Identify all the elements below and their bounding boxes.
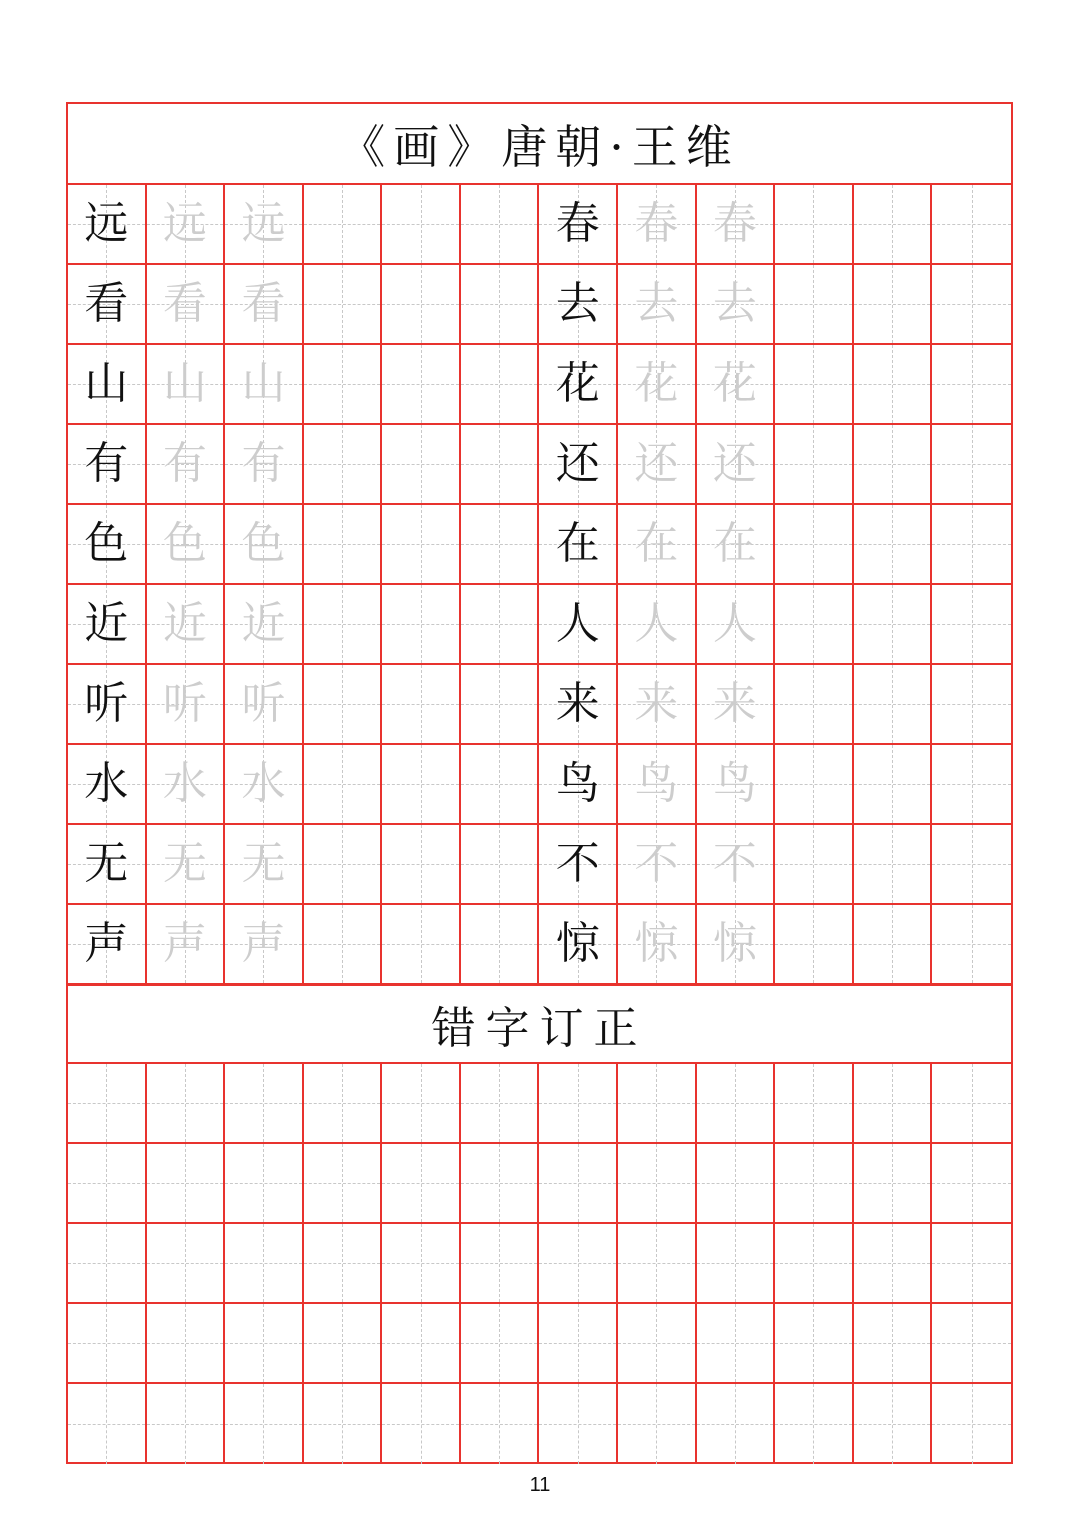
model-character: 花	[555, 358, 600, 409]
model-character: 山	[84, 358, 129, 409]
trace-cell[interactable]	[225, 665, 304, 745]
blank-writing-cell[interactable]	[854, 905, 933, 985]
trace-cell[interactable]	[618, 505, 697, 585]
model-cell[interactable]	[68, 745, 147, 825]
blank-writing-cell[interactable]	[304, 585, 383, 665]
trace-character: 看	[241, 278, 286, 329]
model-cell[interactable]	[68, 585, 147, 665]
blank-writing-cell[interactable]	[382, 1384, 461, 1464]
trace-cell[interactable]	[225, 425, 304, 505]
blank-writing-cell[interactable]	[775, 665, 854, 745]
model-cell[interactable]	[68, 265, 147, 345]
blank-writing-cell[interactable]	[461, 745, 540, 825]
trace-character: 人	[712, 598, 757, 649]
trace-cell[interactable]	[225, 345, 304, 425]
poem-title: 《画》唐朝·王维	[68, 104, 1011, 185]
blank-writing-cell[interactable]	[932, 505, 1011, 585]
model-character: 水	[84, 758, 129, 809]
blank-writing-cell[interactable]	[304, 825, 383, 905]
trace-character: 水	[241, 758, 286, 809]
model-character: 惊	[555, 918, 600, 969]
blank-writing-cell[interactable]	[68, 1224, 147, 1304]
trace-character: 有	[241, 438, 286, 489]
trace-cell[interactable]	[147, 825, 226, 905]
blank-writing-cell[interactable]	[932, 1064, 1011, 1144]
correction-row	[68, 1144, 1011, 1224]
trace-character: 看	[162, 278, 207, 329]
model-character: 有	[84, 438, 129, 489]
blank-writing-cell[interactable]	[539, 1064, 618, 1144]
blank-writing-cell[interactable]	[854, 665, 933, 745]
blank-writing-cell[interactable]	[854, 265, 933, 345]
blank-writing-cell[interactable]	[932, 1304, 1011, 1384]
model-cell[interactable]	[68, 345, 147, 425]
blank-writing-cell[interactable]	[618, 1304, 697, 1384]
trace-cell[interactable]	[147, 665, 226, 745]
correction-grid	[68, 1064, 1011, 1464]
trace-character: 近	[162, 598, 207, 649]
trace-character: 色	[162, 518, 207, 569]
trace-character: 不	[634, 838, 679, 889]
model-character: 去	[555, 278, 600, 329]
blank-writing-cell[interactable]	[932, 905, 1011, 985]
blank-writing-cell[interactable]	[382, 585, 461, 665]
trace-character: 色	[241, 518, 286, 569]
trace-cell[interactable]	[618, 425, 697, 505]
blank-writing-cell[interactable]	[147, 1144, 226, 1224]
trace-cell[interactable]	[697, 345, 776, 425]
blank-writing-cell[interactable]	[775, 185, 854, 265]
blank-writing-cell[interactable]	[539, 1144, 618, 1224]
trace-cell[interactable]	[697, 585, 776, 665]
model-character: 听	[84, 678, 129, 729]
blank-writing-cell[interactable]	[382, 185, 461, 265]
blank-writing-cell[interactable]	[461, 825, 540, 905]
trace-character: 有	[162, 438, 207, 489]
model-character: 不	[555, 838, 600, 889]
practice-row	[68, 665, 1011, 745]
blank-writing-cell[interactable]	[775, 1224, 854, 1304]
trace-character: 来	[634, 678, 679, 729]
model-cell[interactable]	[539, 585, 618, 665]
blank-writing-cell[interactable]	[854, 1144, 933, 1224]
trace-character: 来	[712, 678, 757, 729]
correction-section-title: 错字订正	[68, 984, 1011, 1064]
trace-cell[interactable]	[618, 825, 697, 905]
trace-cell[interactable]	[147, 585, 226, 665]
blank-writing-cell[interactable]	[461, 185, 540, 265]
blank-writing-cell[interactable]	[304, 265, 383, 345]
correction-row	[68, 1064, 1011, 1144]
blank-writing-cell[interactable]	[854, 1064, 933, 1144]
blank-writing-cell[interactable]	[775, 345, 854, 425]
blank-writing-cell[interactable]	[304, 745, 383, 825]
blank-writing-cell[interactable]	[932, 265, 1011, 345]
trace-cell[interactable]	[697, 665, 776, 745]
trace-cell[interactable]	[697, 745, 776, 825]
trace-character: 无	[162, 838, 207, 889]
trace-character: 还	[712, 438, 757, 489]
trace-cell[interactable]	[147, 745, 226, 825]
trace-cell[interactable]	[697, 265, 776, 345]
model-character: 远	[84, 198, 129, 249]
practice-row	[68, 905, 1011, 985]
trace-character: 远	[162, 198, 207, 249]
model-character: 声	[84, 918, 129, 969]
model-character: 看	[84, 278, 129, 329]
trace-character: 花	[634, 358, 679, 409]
model-character: 近	[84, 598, 129, 649]
blank-writing-cell[interactable]	[147, 1304, 226, 1384]
trace-character: 声	[162, 918, 207, 969]
blank-writing-cell[interactable]	[932, 585, 1011, 665]
blank-writing-cell[interactable]	[304, 1064, 383, 1144]
trace-cell[interactable]	[618, 345, 697, 425]
trace-character: 在	[634, 518, 679, 569]
blank-writing-cell[interactable]	[382, 265, 461, 345]
blank-writing-cell[interactable]	[775, 425, 854, 505]
trace-cell[interactable]	[225, 265, 304, 345]
trace-character: 去	[634, 278, 679, 329]
correction-row	[68, 1304, 1011, 1384]
trace-cell[interactable]	[225, 585, 304, 665]
practice-row	[68, 425, 1011, 505]
model-cell[interactable]	[68, 425, 147, 505]
blank-writing-cell[interactable]	[618, 1224, 697, 1304]
blank-writing-cell[interactable]	[932, 665, 1011, 745]
blank-writing-cell[interactable]	[775, 585, 854, 665]
blank-writing-cell[interactable]	[68, 1384, 147, 1464]
blank-writing-cell[interactable]	[382, 1224, 461, 1304]
blank-writing-cell[interactable]	[461, 1224, 540, 1304]
blank-writing-cell[interactable]	[932, 345, 1011, 425]
blank-writing-cell[interactable]	[461, 1064, 540, 1144]
blank-writing-cell[interactable]	[382, 665, 461, 745]
trace-cell[interactable]	[225, 505, 304, 585]
trace-cell[interactable]	[225, 185, 304, 265]
trace-character: 山	[241, 358, 286, 409]
blank-writing-cell[interactable]	[461, 905, 540, 985]
blank-writing-cell[interactable]	[775, 1304, 854, 1384]
blank-writing-cell[interactable]	[854, 185, 933, 265]
blank-writing-cell[interactable]	[461, 265, 540, 345]
trace-cell[interactable]	[618, 745, 697, 825]
blank-writing-cell[interactable]	[775, 905, 854, 985]
practice-row	[68, 505, 1011, 585]
blank-writing-cell[interactable]	[775, 265, 854, 345]
trace-character: 不	[712, 838, 757, 889]
model-character: 来	[555, 678, 600, 729]
model-cell[interactable]	[539, 185, 618, 265]
correction-row	[68, 1224, 1011, 1304]
blank-writing-cell[interactable]	[775, 745, 854, 825]
trace-cell[interactable]	[147, 505, 226, 585]
blank-writing-cell[interactable]	[382, 745, 461, 825]
blank-writing-cell[interactable]	[304, 425, 383, 505]
blank-writing-cell[interactable]	[618, 1384, 697, 1464]
blank-writing-cell[interactable]	[68, 1064, 147, 1144]
model-character: 人	[555, 598, 600, 649]
blank-writing-cell[interactable]	[304, 505, 383, 585]
practice-row	[68, 825, 1011, 905]
trace-cell[interactable]	[697, 825, 776, 905]
blank-writing-cell[interactable]	[618, 1144, 697, 1224]
blank-writing-cell[interactable]	[304, 665, 383, 745]
blank-writing-cell[interactable]	[854, 1224, 933, 1304]
blank-writing-cell[interactable]	[854, 505, 933, 585]
blank-writing-cell[interactable]	[854, 745, 933, 825]
blank-writing-cell[interactable]	[775, 825, 854, 905]
model-character: 在	[555, 518, 600, 569]
blank-writing-cell[interactable]	[932, 185, 1011, 265]
blank-writing-cell[interactable]	[697, 1224, 776, 1304]
blank-writing-cell[interactable]	[461, 665, 540, 745]
model-cell[interactable]	[539, 825, 618, 905]
trace-cell[interactable]	[618, 905, 697, 985]
blank-writing-cell[interactable]	[225, 1064, 304, 1144]
blank-writing-cell[interactable]	[461, 585, 540, 665]
model-character: 色	[84, 518, 129, 569]
blank-writing-cell[interactable]	[618, 1064, 697, 1144]
blank-writing-cell[interactable]	[932, 1224, 1011, 1304]
blank-writing-cell[interactable]	[854, 585, 933, 665]
blank-writing-cell[interactable]	[697, 1144, 776, 1224]
blank-writing-cell[interactable]	[147, 1384, 226, 1464]
practice-row	[68, 185, 1011, 265]
model-character: 春	[555, 198, 600, 249]
blank-writing-cell[interactable]	[225, 1144, 304, 1224]
blank-writing-cell[interactable]	[461, 1144, 540, 1224]
blank-writing-cell[interactable]	[304, 345, 383, 425]
practice-grid	[68, 185, 1011, 985]
correction-row	[68, 1384, 1011, 1464]
model-cell[interactable]	[68, 505, 147, 585]
model-cell[interactable]	[539, 905, 618, 985]
trace-cell[interactable]	[147, 345, 226, 425]
trace-cell[interactable]	[225, 825, 304, 905]
trace-character: 近	[241, 598, 286, 649]
blank-writing-cell[interactable]	[539, 1304, 618, 1384]
trace-character: 鸟	[712, 758, 757, 809]
blank-writing-cell[interactable]	[461, 505, 540, 585]
blank-writing-cell[interactable]	[854, 345, 933, 425]
blank-writing-cell[interactable]	[225, 1384, 304, 1464]
blank-writing-cell[interactable]	[775, 1384, 854, 1464]
trace-character: 声	[241, 918, 286, 969]
trace-character: 去	[712, 278, 757, 329]
blank-writing-cell[interactable]	[932, 1384, 1011, 1464]
practice-row	[68, 585, 1011, 665]
blank-writing-cell[interactable]	[932, 425, 1011, 505]
blank-writing-cell[interactable]	[304, 905, 383, 985]
blank-writing-cell[interactable]	[854, 1384, 933, 1464]
practice-row	[68, 345, 1011, 425]
blank-writing-cell[interactable]	[147, 1064, 226, 1144]
blank-writing-cell[interactable]	[304, 1304, 383, 1384]
blank-writing-cell[interactable]	[382, 1304, 461, 1384]
blank-writing-cell[interactable]	[147, 1224, 226, 1304]
practice-sheet	[66, 102, 1013, 1464]
model-cell[interactable]	[539, 665, 618, 745]
blank-writing-cell[interactable]	[932, 1144, 1011, 1224]
trace-cell[interactable]	[697, 905, 776, 985]
blank-writing-cell[interactable]	[68, 1304, 147, 1384]
blank-writing-cell[interactable]	[304, 1144, 383, 1224]
blank-writing-cell[interactable]	[539, 1384, 618, 1464]
trace-cell[interactable]	[697, 505, 776, 585]
model-cell[interactable]	[68, 825, 147, 905]
trace-character: 春	[712, 198, 757, 249]
page-number: 11	[529, 1474, 551, 1496]
blank-writing-cell[interactable]	[461, 1384, 540, 1464]
blank-writing-cell[interactable]	[225, 1224, 304, 1304]
blank-writing-cell[interactable]	[304, 1224, 383, 1304]
trace-cell[interactable]	[225, 905, 304, 985]
blank-writing-cell[interactable]	[68, 1144, 147, 1224]
trace-character: 花	[712, 358, 757, 409]
blank-writing-cell[interactable]	[461, 425, 540, 505]
trace-character: 无	[241, 838, 286, 889]
blank-writing-cell[interactable]	[382, 1064, 461, 1144]
model-cell[interactable]	[539, 505, 618, 585]
blank-writing-cell[interactable]	[304, 1384, 383, 1464]
blank-writing-cell[interactable]	[697, 1304, 776, 1384]
model-cell[interactable]	[68, 665, 147, 745]
trace-character: 鸟	[634, 758, 679, 809]
blank-writing-cell[interactable]	[382, 505, 461, 585]
trace-character: 远	[241, 198, 286, 249]
blank-writing-cell[interactable]	[697, 1384, 776, 1464]
trace-cell[interactable]	[697, 425, 776, 505]
blank-writing-cell[interactable]	[225, 1304, 304, 1384]
blank-writing-cell[interactable]	[382, 345, 461, 425]
trace-cell[interactable]	[618, 585, 697, 665]
trace-cell[interactable]	[225, 745, 304, 825]
blank-writing-cell[interactable]	[775, 1064, 854, 1144]
blank-writing-cell[interactable]	[775, 505, 854, 585]
trace-character: 在	[712, 518, 757, 569]
model-character: 无	[84, 838, 129, 889]
model-cell[interactable]	[539, 745, 618, 825]
trace-cell[interactable]	[147, 185, 226, 265]
blank-writing-cell[interactable]	[932, 745, 1011, 825]
model-cell[interactable]	[539, 425, 618, 505]
model-character: 还	[555, 438, 600, 489]
trace-character: 听	[241, 678, 286, 729]
blank-writing-cell[interactable]	[382, 825, 461, 905]
practice-row	[68, 745, 1011, 825]
blank-writing-cell[interactable]	[382, 425, 461, 505]
blank-writing-cell[interactable]	[382, 905, 461, 985]
blank-writing-cell[interactable]	[854, 425, 933, 505]
blank-writing-cell[interactable]	[461, 345, 540, 425]
blank-writing-cell[interactable]	[854, 1304, 933, 1384]
blank-writing-cell[interactable]	[382, 1144, 461, 1224]
blank-writing-cell[interactable]	[775, 1144, 854, 1224]
blank-writing-cell[interactable]	[697, 1064, 776, 1144]
model-cell[interactable]	[68, 905, 147, 985]
model-cell[interactable]	[68, 185, 147, 265]
blank-writing-cell[interactable]	[461, 1304, 540, 1384]
model-character: 鸟	[555, 758, 600, 809]
trace-character: 惊	[712, 918, 757, 969]
trace-character: 春	[634, 198, 679, 249]
trace-character: 人	[634, 598, 679, 649]
model-cell[interactable]	[539, 265, 618, 345]
trace-cell[interactable]	[618, 185, 697, 265]
blank-writing-cell[interactable]	[304, 185, 383, 265]
practice-row	[68, 265, 1011, 345]
trace-cell[interactable]	[618, 265, 697, 345]
trace-cell[interactable]	[697, 185, 776, 265]
trace-character: 山	[162, 358, 207, 409]
trace-character: 惊	[634, 918, 679, 969]
blank-writing-cell[interactable]	[932, 825, 1011, 905]
model-cell[interactable]	[539, 345, 618, 425]
trace-character: 水	[162, 758, 207, 809]
trace-cell[interactable]	[147, 905, 226, 985]
blank-writing-cell[interactable]	[539, 1224, 618, 1304]
trace-character: 还	[634, 438, 679, 489]
trace-character: 听	[162, 678, 207, 729]
trace-cell[interactable]	[618, 665, 697, 745]
blank-writing-cell[interactable]	[854, 825, 933, 905]
trace-cell[interactable]	[147, 425, 226, 505]
trace-cell[interactable]	[147, 265, 226, 345]
